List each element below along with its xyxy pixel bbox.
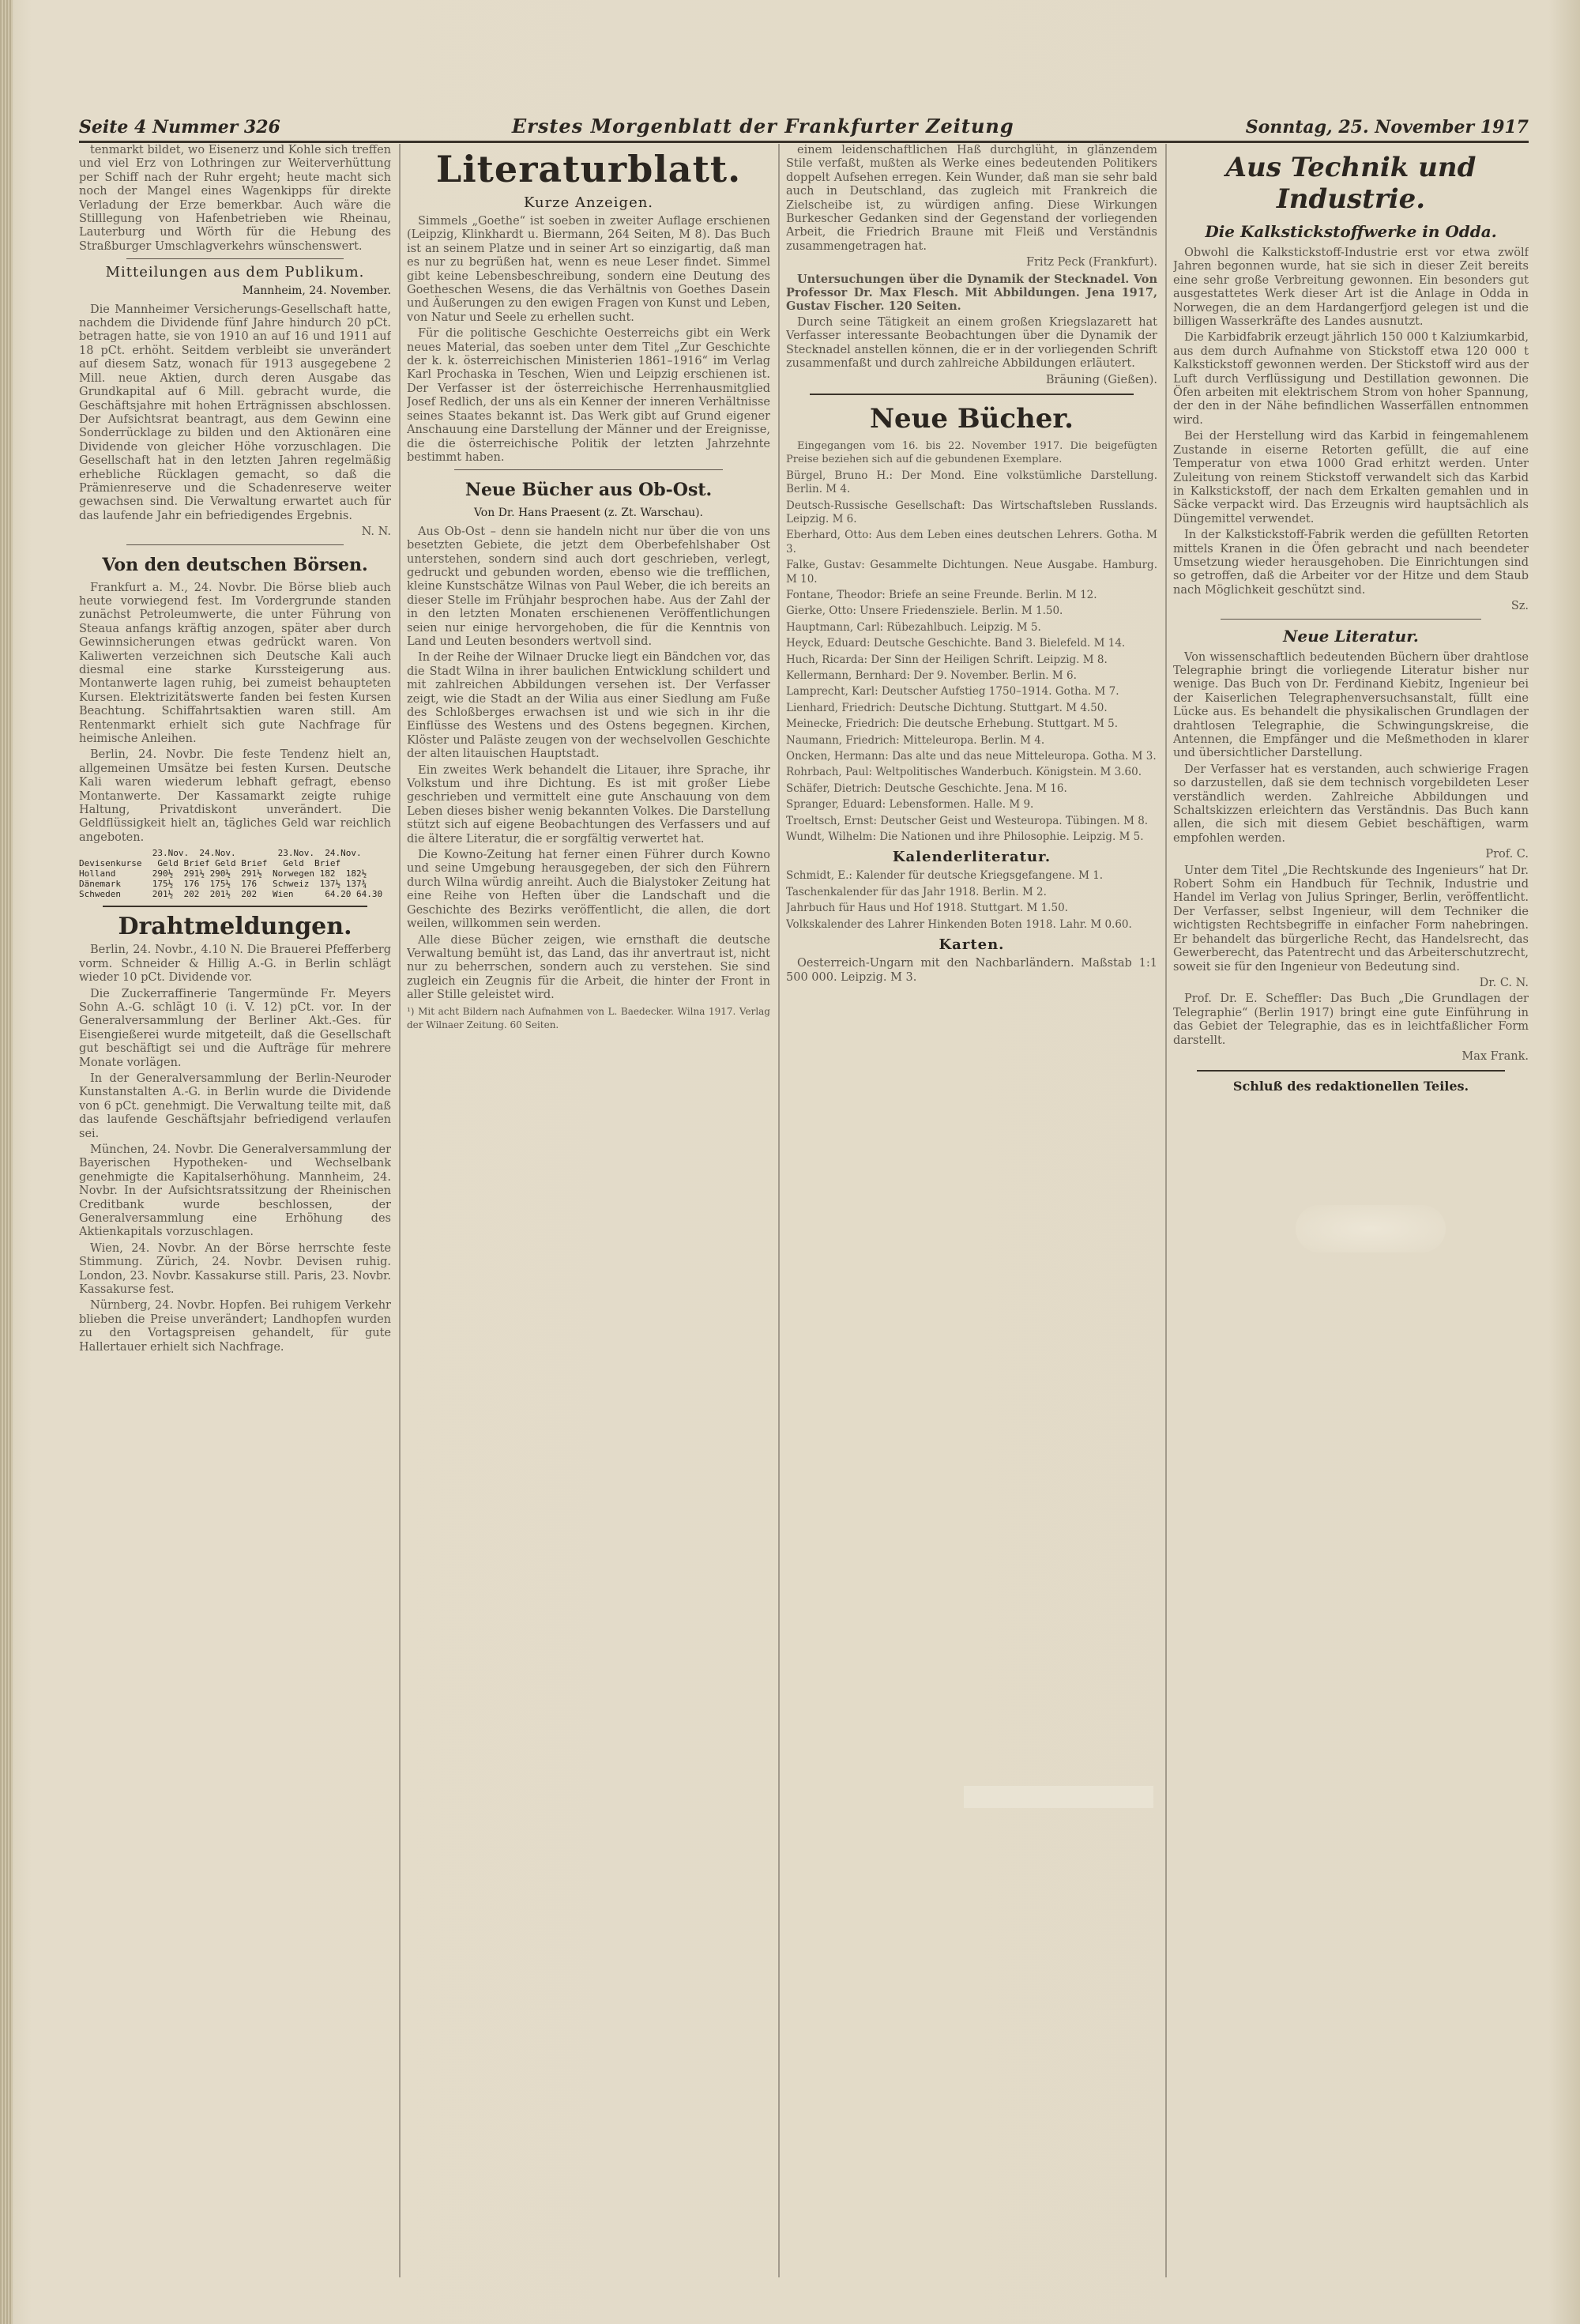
article-paragraph: Berlin, 24. Novbr. Die feste Tendenz hielt an, allgemeinen Umsätze bei festen Kursen. Deutsche Kali waren wiederum lebhaft gefragt, ebenso Montanwerte. Der Kassamarkt zeigte ruhige Haltung, Privatdiskont unverändert. Die Geldflüssigkeit hielt an, tägliches Geld war reichlich angeboten. — [79, 748, 391, 844]
list-item: Heyck, Eduard: Deutsche Geschichte. Band 3. Bielefeld. M 14. — [786, 637, 1126, 650]
list-item: Deutsch-Russische Gesellschaft: Das Wirtschaftsleben Russlands. Leipzig. M 6. — [786, 499, 1157, 525]
column-rule — [778, 144, 780, 2277]
article-paragraph: Nürnberg, 24. Novbr. Hopfen. Bei ruhigem Verkehr blieben die Preise unverändert; Landhopfen wurden zu den Vortagspreisen gehandelt, für gute Hallertauer erhielt sich Nachfrage. — [79, 1299, 391, 1354]
article-paragraph: Bei der Herstellung wird das Karbid in feingemahlenem Zustande in eiserne Retorten gefüllt, die auf eine Temperatur von etwa 1000 Grad erhitzt werden. Unter Zuleitung von reinem Stickstoff verwandelt sich das Karbid in Kalkstickstoff, der nach dem Erkalten gemahlen und in Säcke verpackt wird. Das Erzeugnis wird hauptsächlich als Düngemittel verwendet. — [1173, 430, 1529, 525]
list-item: Naumann, Friedrich: Mitteleuropa. Berlin. M 4. — [786, 733, 1045, 747]
article-paragraph: Alle diese Bücher zeigen, wie ernsthaft die deutsche Verwaltung bemüht ist, das Land, das ihr anvertraut ist, nicht nur zu beherrschen, sondern auch zu verstehen. Sie sind zugleich ein Zeugnis für die Arbeit, die hinter der Front in aller Stille geleistet wird. — [407, 933, 770, 1002]
list-item: Lamprecht, Karl: Deutscher Aufstieg 1750–1914. Gotha. M 7. — [786, 685, 1119, 699]
subsection-title: Neue Literatur. — [1283, 626, 1419, 646]
list-item: Rohrbach, Paul: Weltpolitisches Wanderbuch. Königstein. M 3.60. — [786, 766, 1142, 779]
paper-fade-spot — [1296, 1205, 1446, 1252]
list-item: Hauptmann, Carl: Rübezahlbuch. Leipzig. M 5. — [786, 620, 1041, 634]
divider — [454, 469, 723, 470]
article-paragraph: Die Zuckerraffinerie Tangermünde Fr. Meyers Sohn A.-G. schlägt 10 (i. V. 12) pCt. vor. In der Generalversammlung der Berliner Akt.-Ges. für Eisengießerei wurde mitgeteilt, daß die Gesellschaft gut beschäftigt sei und die Aufträge für mehrere Monate vorlägen. — [79, 987, 391, 1069]
article-paragraph: Wien, 24. Novbr. An der Börse herrschte feste Stimmung. Zürich, 24. Novbr. Devisen ruhig. London, 23. Novbr. Kassakurse still. Paris, 23. Novbr. Kassakurse fest. — [79, 1241, 391, 1297]
lead-paragraph: tenmarkt bildet, wo Eisenerz und Kohle sich treffen und viel Erz von Lothringen zur Weiterverhüttung per Schiff nach der Ruhr ergeht; heute macht sich noch der Mangel eines Wagenkipps für direkte Verladung der Erze bemerkbar. Auch wäre die Stilllegung von Hafenbetrieben wie Rheinau, Lauterburg und Wörth für die Hebung des Straßburger Umschlagverkehrs wünschenswert. — [79, 144, 391, 253]
section-title-publikum: Mitteilungen aus dem Publikum. — [105, 264, 365, 281]
list-item: Lienhard, Friedrich: Deutsche Dichtung. Stuttgart. M 4.50. — [786, 701, 1108, 714]
article-paragraph: Durch seine Tätigkeit an einem großen Kriegslazarett hat Verfasser interessante Beobachtungen über die Dynamik der Stecknadel anstellen können, die er in der vorliegenden Schrift zusammenfaßt und durch zahlreiche Abbildungen erläutert. — [786, 315, 1157, 371]
signature: Max Frank. — [1462, 1049, 1529, 1063]
list-item: Troeltsch, Ernst: Deutscher Geist und Westeuropa. Tübingen. M 8. — [786, 814, 1149, 827]
footnote: ¹) Mit acht Bildern nach Aufnahmen von L. Baedecker. Wilna 1917. Verlag der Wilnaer Zeitung. 60 Seiten. — [407, 1005, 770, 1030]
signature: Prof. C. — [1485, 848, 1529, 861]
signature: Sz. — [1510, 600, 1529, 613]
article-paragraph: Prof. Dr. E. Scheffler: Das Buch „Die Grundlagen der Telegraphie“ (Berlin 1917) bringt eine gute Einführung in das Gebiet der Telegraphie, das es in leichtfaßlicher Form darstellt. — [1173, 993, 1529, 1047]
list-item: Huch, Ricarda: Der Sinn der Heiligen Schrift. Leipzig. M 8. — [786, 653, 1108, 666]
paper-fade-spot — [964, 1786, 1153, 1808]
list-item: Eberhard, Otto: Aus dem Leben eines deutschen Lehrers. Gotha. M 3. — [786, 529, 1157, 556]
review-heading: Untersuchungen über die Dynamik der Stecknadel. Von Professor Dr. Max Flesch. Mit Abbildungen. Jena 1917, Gustav Fischer. 120 Seiten. — [786, 272, 1157, 314]
column-neue-buecher — [786, 144, 1157, 2277]
byline: Von Dr. Hans Praesent (z. Zt. Warschau). — [473, 507, 704, 520]
subsection-title: Die Kalkstickstoffwerke in Odda. — [1205, 222, 1497, 241]
article-paragraph: Ein zweites Werk behandelt die Litauer, ihre Sprache, ihr Volkstum und ihre Dichtung. Es ist mit großer Liebe geschrieben und vermittelt eine gute Anschauung von dem Leben dieses bisher wenig bekannten Volkes. Die Darstellung stützt sich auf eigene Beobachtungen des Verfassers und auf die ältere Literatur, die er sorgfältig verwertet hat. — [407, 763, 770, 846]
article-paragraph: Aus Ob-Ost – denn sie handeln nicht nur über die von uns besetzten Gebiete, die jetzt dem Oberbefehlshaber Ost unterstehen, sondern sind auch dort geschrieben, verlegt, gedruckt und gebunden worden, ebenso wie die trefflichen, kleine Kunstschätze Wilnas von Paul Weber, die ich bereits an dieser Stelle im Frühjahr besprochen habe. Aus der Zahl der in den letzten Monaten erschienenen Veröffentlichungen seien nur einige hervorgehoben, die für die Kenntnis von Land und Leuten besonders wertvoll sind. — [407, 525, 770, 648]
list-item: Falke, Gustav: Gesammelte Dichtungen. Neue Ausgabe. Hamburg. M 10. — [786, 559, 1157, 586]
column-rule — [1165, 144, 1167, 2277]
column-finance — [79, 144, 391, 2277]
divider — [1197, 1070, 1505, 1072]
signature: Dr. C. N. — [1479, 976, 1529, 989]
neue-buecher-title: Neue Bücher. — [869, 402, 1074, 435]
list-item: Wundt, Wilhelm: Die Nationen und ihre Philosophie. Leipzig. M 5. — [786, 831, 1144, 844]
article-paragraph: Unter dem Titel „Die Rechtskunde des Ingenieurs“ hat Dr. Robert Sohm ein Handbuch für Technik, Industrie und Handel im Verlag von Julius Springer, Berlin, veröffentlicht. Der Verfasser, selbst Ingenieur, will dem Techniker die wichtigsten Rechtsbegriffe in einfacher Form nahebringen. Er behandelt das bürgerliche Recht, das Handelsrecht, das Gewerberecht, das Patentrecht und das Arbeiterschutzrecht, soweit sie für den Ingenieur von Bedeutung sind. — [1173, 864, 1529, 974]
list-item: Volkskalender des Lahrer Hinkenden Boten 1918. Lahr. M 0.60. — [786, 917, 1132, 931]
section-title-drahtmeldungen: Drahtmeldungen. — [118, 913, 352, 941]
end-of-editorial-note: Schluß des redaktionellen Teiles. — [1232, 1079, 1469, 1094]
section-title-boersen: Von den deutschen Börsen. — [102, 554, 368, 575]
article-paragraph: Obwohl die Kalkstickstoff-Industrie erst vor etwa zwölf Jahren begonnen wurde, hat sie sich in dieser Zeit bereits eine sehr große Verbreitung gewonnen. Ein besonders gut ausgestattetes Werk dieser Art ist die Anlage in Odda in Norwegen, die an dem Hardangerfjord gelegen ist und die billigen Wasserkräfte des Landes ausnutzt. — [1173, 247, 1529, 329]
subsection-title: Karten. — [939, 936, 1005, 954]
column-rule — [399, 144, 401, 2277]
article-paragraph: In der Kalkstickstoff-Fabrik werden die gefüllten Retorten mittels Kranen in die Öfen gebracht und nach beendeter Umsetzung wieder herausgehoben. Die Einrichtungen sind so getroffen, daß die Arbeiter vor der Hitze und dem Staub nach Möglichkeit geschützt sind. — [1173, 529, 1529, 597]
article-paragraph: In der Reihe der Wilnaer Drucke liegt ein Bändchen vor, das die Stadt Wilna in ihrer baulichen Entwicklung schildert und mit zahlreichen Abbildungen versehen ist. Der Verfasser zeigt, wie die Stadt an der Wilia aus einer Siedlung am Fuße des Schloßberges erwachsen ist und wie sich in ihr die Einflüsse des Westens und des Ostens begegnen. Kirchen, Klöster und Paläste zeugen von der wechselvollen Geschichte der alten litauischen Hauptstadt. — [407, 651, 770, 761]
divider — [810, 394, 1134, 395]
masthead — [79, 101, 1529, 143]
divider — [126, 544, 344, 545]
newspaper-title: Erstes Morgenblatt der Frankfurter Zeitung — [511, 115, 1014, 137]
list-item: Kellermann, Bernhard: Der 9. November. Berlin. M 6. — [786, 669, 1077, 682]
article-paragraph: Berlin, 24. Novbr., 4.10 N. Die Brauerei Pfefferberg vorm. Schneider & Hillig A.-G. in Berlin schlägt wieder 10 pCt. Dividende vor. — [79, 944, 391, 985]
list-item: Jahrbuch für Haus und Hof 1918. Stuttgart. M 1.50. — [786, 902, 1068, 915]
list-item: Taschenkalender für das Jahr 1918. Berlin. M 2. — [786, 885, 1047, 898]
divider — [1221, 619, 1481, 620]
article-paragraph: einem leidenschaftlichen Haß durchglüht, in glänzendem Stile verfaßt, mußten als Werke eines bedeutenden Politikers doppelt Aufsehen erregen. Kein Wunder, daß man sie sehr bald auch in Deutschland, das zugleich mit Frankreich die Zielscheibe ist, zu würdigen anfing. Diese Wirkungen Burkescher Gedanken sind der Gegenstand der vorliegenden Arbeit, die Friedrich Braune mit Fleiß und Verständnis zusammengetragen hat. — [786, 144, 1157, 253]
list-item: Spranger, Eduard: Lebensformen. Halle. M 9. — [786, 798, 1034, 812]
article-paragraph: Frankfurt a. M., 24. Novbr. Die Börse blieb auch heute vorwiegend fest. Im Vordergrunde standen zunächst Petroleumwerte, die unter Führung von Steaua anfangs kräftig anzogen, später aber durch Gewinnsicherungen etwas gedrückt waren. Von Kaliwerten verzeichnen sich Deutsche Kali auch diesmal eine starke Kurssteigerung aus. Montanwerte lagen ruhig, bei zumeist behaupteten Kursen. Elektrizitätswerte fanden bei festen Kursen Beachtung. Schiffahrtsaktien waren still. Am Rentenmarkt erhielt sich gute Nachfrage für heimische Anleihen. — [79, 581, 391, 746]
book-list — [786, 469, 1157, 845]
list-item: Bürgel, Bruno H.: Der Mond. Eine volkstümliche Darstellung. Berlin. M 4. — [786, 469, 1157, 496]
currency-table: 23.Nov. 24.Nov. 23.Nov. 24.Nov. Devisenkurse Geld Brief Geld Brief Geld Brief Holland 290½ 291½ 290½ 291½ Norwegen 182 182½ Dänemark 175½ 176 175½ 176 Schweiz 137½ 137¾ Schweden 201½ 202 201½ 202 Wien 64.20 64.30 — [79, 848, 383, 900]
list-intro: Eingegangen vom 16. bis 22. November 1917. Die beigefügten Preise beziehen sich auf die gebundenen Exemplare. — [786, 439, 1157, 466]
subsection-title: Kurze Anzeigen. — [523, 194, 654, 211]
article-paragraph: Die Mannheimer Versicherungs-Gesellschaft hatte, nachdem die Dividende fünf Jahre hindurch 20 pCt. betragen hatte, sie von 1910 an auf 16 und 1911 auf 18 pCt. erhöht. Seitdem verbleibt sie unverändert auf diesem Satz, wonach für 1913 ausgegebene 2 Mill. neue Aktien, durch deren Ausgabe das Grundkapital auf 6 Mill. gebracht wurde, die Geschäftsjahre mit hohen Erträgnissen abschlossen. Der Aufsichtsrat beantragt, aus dem Gewinn eine Sonderrücklage zu bilden und den Aktionären eine Dividende von gleicher Höhe vorzuschlagen. Die Gesellschaft hat in den letzten Jahren regelmäßig erhebliche Rücklagen gemacht, so daß die Prämienreserve und die Schadenreserve weiter gewachsen sind. Die Verwaltung erwartet auch für das laufende Jahr ein befriedigendes Ergebnis. — [79, 303, 391, 522]
article-paragraph: Die Kowno-Zeitung hat ferner einen Führer durch Kowno und seine Umgebung herausgegeben, der sich den Führern durch Wilna würdig anreiht. Auch die Bialystoker Zeitung hat eine Reihe von Heften über die Landschaft und die Geschichte des Bezirks veröffentlicht, die allen, die dort weilen, willkommen sein werden. — [407, 849, 770, 931]
subsection-title: Neue Bücher aus Ob-Ost. — [465, 480, 713, 501]
article-paragraph: Von wissenschaftlich bedeutenden Büchern über drahtlose Telegraphie bringt die vorliegende Literatur bisher nur wenige. Das Buch von Dr. Ferdinand Kiebitz, Ingenieur bei der Kaiserlichen Telegraphenversuchsanstalt, füllt eine Lücke aus. Es behandelt die physikalischen Grundlagen der drahtlosen Telegraphie, die Schwingungskreise, die Antennen, die Empfänger und die Meßmethoden in klarer und übersichtlicher Darstellung. — [1173, 650, 1529, 760]
column-literaturblatt — [407, 144, 770, 2277]
article-paragraph: Der Verfasser hat es verstanden, auch schwierige Fragen so darzustellen, daß sie dem technisch vorgebildeten Leser verständlich werden. Zahlreiche Abbildungen und Schaltskizzen erleichtern das Verständnis. Das Buch kann allen, die sich mit diesem Gebiet beschäftigen, warm empfohlen werden. — [1173, 763, 1529, 845]
article-paragraph: Für die politische Geschichte Oesterreichs gibt ein Werk neues Material, das soeben unter dem Titel „Zur Geschichte der k. k. österreichischen Ministerien 1861–1916“ im Verlag Karl Prochaska in Teschen, Wien und Leipzig erschienen ist. Der Verfasser ist der österreichische Herrenhausmitglied Josef Redlich, der uns als ein Kenner der inneren Verhältnisse seines Staates bekannt ist. Das Werk gibt auf Grund eigener Anschauung eine Darstellung der Männer und der Ereignisse, die die österreichische Politik der letzten Jahrzehnte bestimmt haben. — [407, 327, 770, 464]
list-item: Gierke, Otto: Unsere Friedensziele. Berlin. M 1.50. — [786, 605, 1063, 618]
signature: Fritz Peck (Frankfurt). — [1025, 256, 1157, 269]
article-paragraph: Simmels „Goethe“ ist soeben in zweiter Auflage erschienen (Leipzig, Klinkhardt u. Biermann, 264 Seiten, M 8). Das Buch ist an seinem Platze und in seiner Art so einzigartig, daß man es nur zu begrüßen hat, wenn es neue Leser findet. Simmel gibt keine Lebensbeschreibung, sondern eine Deutung des Goetheschen Wesens, die das Verhältnis von Goethes Dasein und Äußerungen zu den ewigen Fragen von Kunst und Leben, von Natur und Seele zu erhellen sucht. — [407, 215, 770, 324]
book-spine-edge — [0, 0, 13, 2324]
list-item: Schäfer, Dietrich: Deutsche Geschichte. Jena. M 16. — [786, 782, 1067, 795]
signature: Bräuning (Gießen). — [1045, 373, 1157, 386]
signature: N. N. — [361, 525, 391, 539]
divider — [126, 258, 344, 259]
technik-title: Aus Technik und Industrie. — [1225, 152, 1477, 215]
list-item: Oesterreich-Ungarn mit den Nachbarländern. Maßstab 1:1 500 000. Leipzig. M 3. — [786, 957, 1157, 984]
list-item: Oncken, Hermann: Das alte und das neue Mitteleuropa. Gotha. M 3. — [786, 750, 1157, 763]
list-item: Fontane, Theodor: Briefe an seine Freunde. Berlin. M 12. — [786, 588, 1097, 601]
issue-date: Sonntag, 25. November 1917 — [1245, 117, 1529, 137]
article-paragraph: In der Generalversammlung der Berlin-Neuroder Kunstanstalten A.-G. in Berlin wurde die Dividende von 6 pCt. genehmigt. Die Verwaltung teilte mit, daß das laufende Geschäftsjahr befriedigend verlaufen sei. — [79, 1072, 391, 1140]
literaturblatt-title: Literaturblatt. — [435, 148, 742, 190]
dateline: Mannheim, 24. November. — [242, 284, 391, 298]
article-paragraph: München, 24. Novbr. Die Generalversammlung der Bayerischen Hypotheken- und Wechselbank genehmigte die Kapitalserhöhung. Mannheim, 24. Novbr. In der Aufsichtsratssitzung der Rheinischen Creditbank wurde beschlossen, der Generalversammlung eine Erhöhung des Aktienkapitals vorzuschlagen. — [79, 1143, 391, 1239]
divider — [103, 906, 367, 907]
article-paragraph: Die Karbidfabrik erzeugt jährlich 150 000 t Kalziumkarbid, aus dem durch Aufnahme von Stickstoff etwa 120 000 t Kalkstickstoff gewonnen werden. Der Stickstoff wird aus der Luft durch Verflüssigung und Destillation gewonnen. Die Öfen arbeiten mit elektrischem Strom von hoher Spannung, der den in der Nähe befindlichen Wasserfällen entnommen wird. — [1173, 331, 1529, 427]
calendar-list — [786, 869, 1157, 932]
subsection-title: Kalenderliteratur. — [892, 849, 1051, 866]
list-item: Schmidt, E.: Kalender für deutsche Kriegsgefangene. M 1. — [786, 869, 1104, 883]
page-number: Seite 4 Nummer 326 — [79, 117, 280, 137]
list-item: Meinecke, Friedrich: Die deutsche Erhebung. Stuttgart. M 5. — [786, 718, 1119, 731]
